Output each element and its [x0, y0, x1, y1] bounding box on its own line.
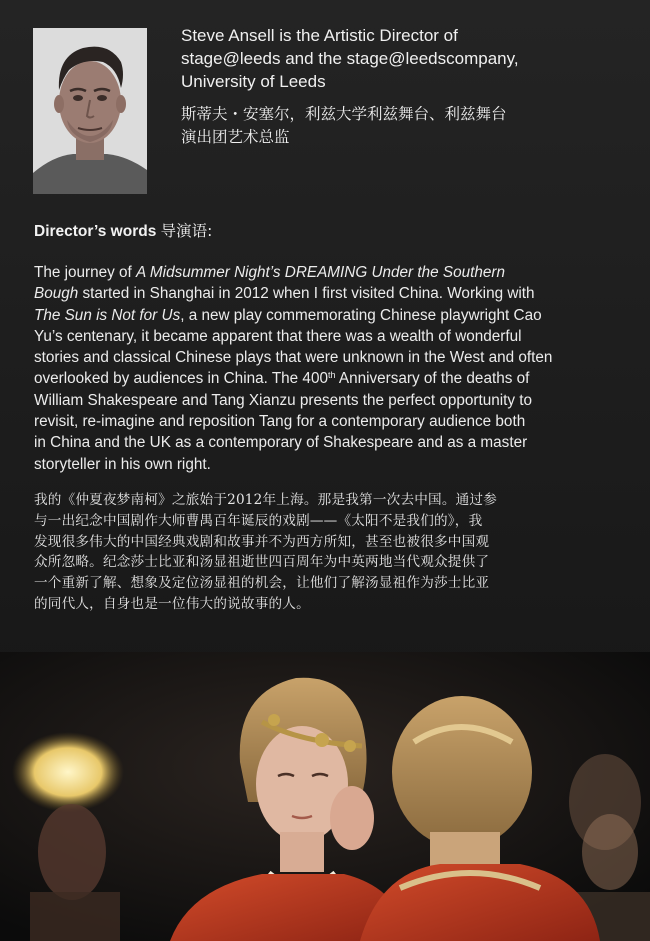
body-en-text: storyteller in his own right.	[34, 455, 211, 473]
flower-headpiece	[12, 732, 124, 812]
body-en-text: revisit, re-imagine and reposition Tang for a contemporary audience both	[34, 413, 526, 431]
body-en-text: Yu’s centenary, it became apparent that there was a wealth of wonderful	[34, 327, 522, 345]
heading-english: Director’s words	[34, 223, 157, 240]
body-zh-text: 我的《仲夏夜梦南柯》之旅始于2012年上海。那是我第一次去中国。通过参	[34, 492, 497, 508]
heading-chinese: 导演语:	[160, 222, 213, 240]
director-portrait	[33, 28, 147, 194]
directors-words-english	[34, 262, 624, 475]
body-en-text: William Shakespeare and Tang Xianzu presents the perfect opportunity to	[34, 391, 533, 409]
bio-en-line: University of Leeds	[181, 72, 326, 91]
bio-en-line: stage@leeds and the stage@leedscompany,	[181, 49, 519, 68]
body-zh-text: 的同代人，自身也是一位伟大的说故事的人。	[34, 595, 310, 612]
stage-scene-image	[0, 652, 650, 941]
section-heading	[34, 219, 212, 241]
directors-words-chinese	[34, 490, 606, 615]
bio-en-line: Steve Ansell is the Artistic Director of	[181, 26, 458, 45]
bio-chinese	[181, 103, 621, 149]
ordinal-superscript: th	[327, 370, 336, 381]
bio-zh-line: 斯蒂夫・安塞尔，利兹大学利兹舞台、利兹舞台	[181, 105, 507, 123]
body-en-text: overlooked by audiences in China. The 400	[34, 370, 328, 388]
body-en-text: in China and the UK as a contemporary of Shakespeare and as a master	[34, 434, 528, 452]
bio-english	[181, 24, 621, 93]
body-zh-text: 一个重新了解、想象及定位汤显祖的机会，让他们了解汤显祖作为莎士比亚	[34, 575, 490, 592]
play-title-italic: The Sun is Not for Us	[34, 306, 181, 324]
bio-zh-line: 演出团艺术总监	[181, 128, 290, 146]
portrait-image	[33, 28, 147, 194]
body-en-text: , a new play commemorating Chinese playwright Cao	[180, 306, 542, 324]
body-en-text: The journey of	[34, 264, 137, 281]
body-en-text: started in Shanghai in 2012 when I first visited China. Working with	[78, 285, 535, 303]
body-en-text: stories and classical Chinese plays that were unknown in the West and often	[34, 349, 553, 367]
director-bio	[181, 24, 621, 149]
play-title-italic: A Midsummer Night’s DREAMING Under the Southern	[136, 264, 506, 281]
body-zh-text: 与一出纪念中国剧作大师曹禺百年诞辰的戏剧——《太阳不是我们的》，我	[34, 512, 483, 529]
body-zh-text: 众所忽略。纪念莎士比亚和汤显祖逝世四百周年为中英两地当代观众提供了	[34, 554, 490, 571]
body-en-text: Anniversary of the deaths of	[335, 370, 530, 388]
body-zh-text: 发现很多伟大的中国经典戏剧和故事并不为西方所知，甚至也被很多中国观	[34, 533, 490, 550]
production-photo	[0, 652, 650, 941]
play-title-italic: Bough	[34, 285, 79, 303]
